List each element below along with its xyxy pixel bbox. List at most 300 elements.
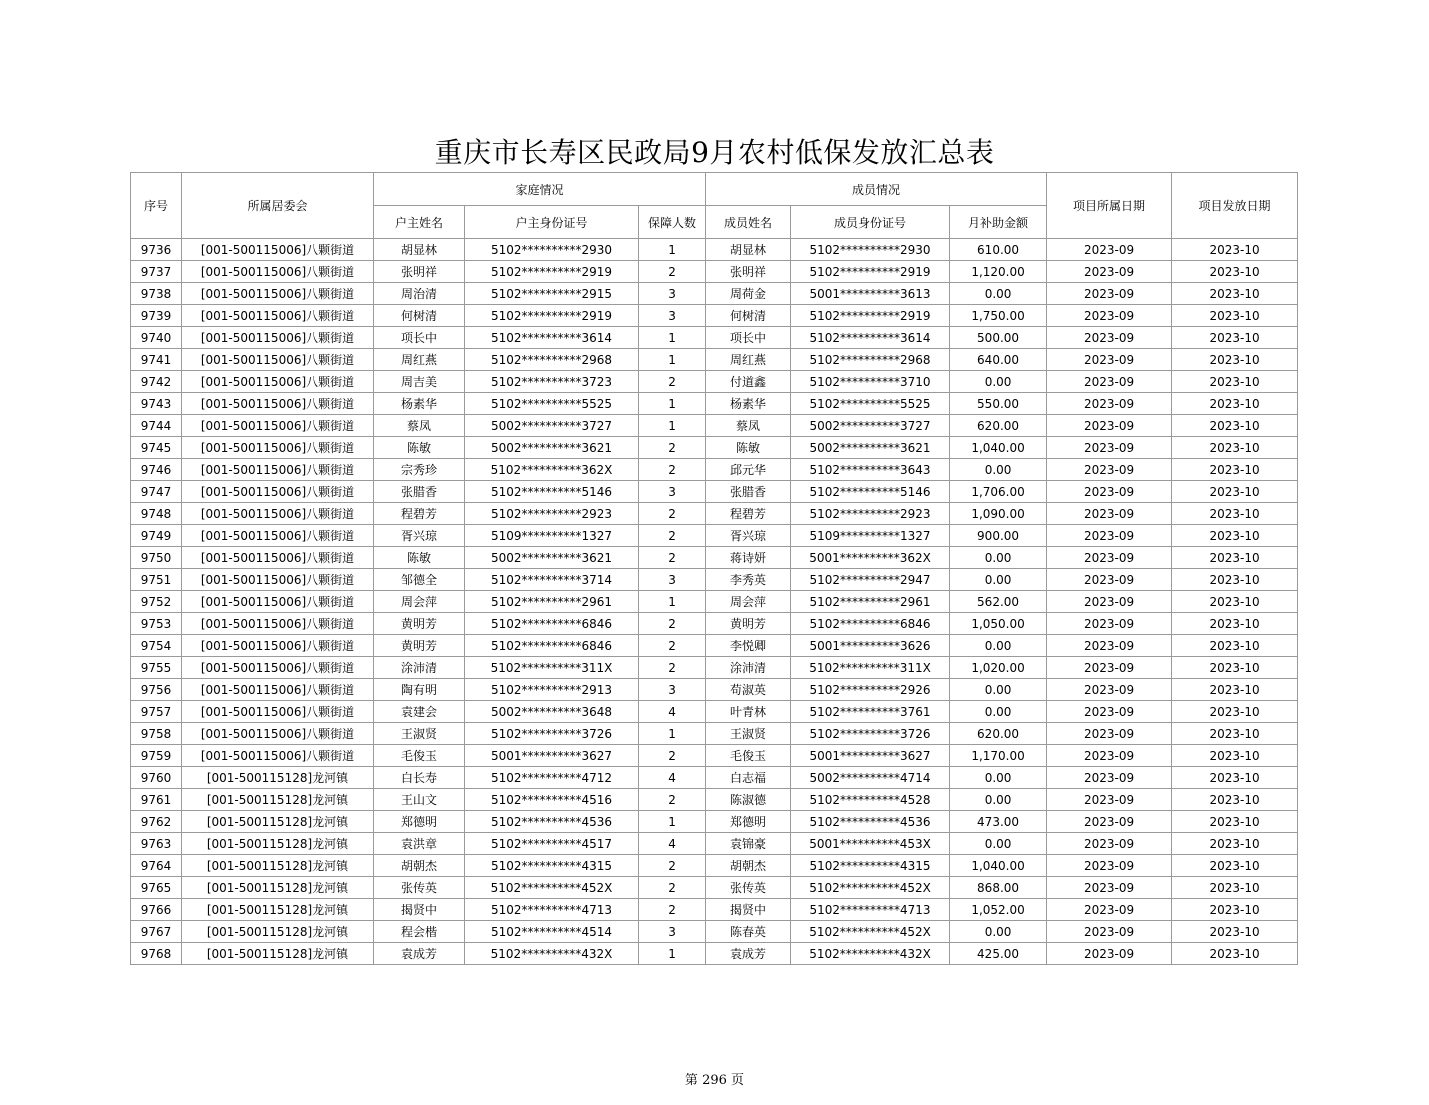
cell-member-id: 5102**********3643 <box>791 459 950 481</box>
cell-seq: 9761 <box>131 789 182 811</box>
cell-seq: 9754 <box>131 635 182 657</box>
cell-seq: 9758 <box>131 723 182 745</box>
table-row <box>131 459 1298 481</box>
cell-head-name: 陶有明 <box>374 679 465 701</box>
cell-head-id: 5102**********2919 <box>465 261 639 283</box>
cell-head-name: 周吉美 <box>374 371 465 393</box>
cell-covered-count: 4 <box>639 833 706 855</box>
cell-monthly-amount: 1,040.00 <box>950 437 1047 459</box>
cell-covered-count: 4 <box>639 701 706 723</box>
cell-release-date: 2023-10 <box>1172 437 1298 459</box>
table-row <box>131 811 1298 833</box>
cell-member-id: 5102**********3710 <box>791 371 950 393</box>
cell-member-id: 5102**********4536 <box>791 811 950 833</box>
table-row <box>131 481 1298 503</box>
cell-monthly-amount: 0.00 <box>950 459 1047 481</box>
cell-member-name: 叶青林 <box>706 701 791 723</box>
cell-head-id: 5102**********2968 <box>465 349 639 371</box>
cell-seq: 9755 <box>131 657 182 679</box>
cell-monthly-amount: 0.00 <box>950 283 1047 305</box>
cell-seq: 9762 <box>131 811 182 833</box>
cell-head-id: 5102**********2961 <box>465 591 639 613</box>
cell-head-name: 涂沛清 <box>374 657 465 679</box>
cell-committee: [001-500115006]八颗街道 <box>182 283 374 305</box>
cell-monthly-amount: 0.00 <box>950 833 1047 855</box>
page-number: 296 <box>702 1073 727 1088</box>
cell-monthly-amount: 550.00 <box>950 393 1047 415</box>
cell-monthly-amount: 0.00 <box>950 569 1047 591</box>
table-row <box>131 283 1298 305</box>
cell-member-name: 蔡凤 <box>706 415 791 437</box>
cell-covered-count: 2 <box>639 525 706 547</box>
cell-member-id: 5102**********4713 <box>791 899 950 921</box>
cell-head-id: 5102**********5146 <box>465 481 639 503</box>
cell-committee: [001-500115006]八颗街道 <box>182 745 374 767</box>
cell-covered-count: 1 <box>639 349 706 371</box>
cell-release-date: 2023-10 <box>1172 481 1298 503</box>
cell-monthly-amount: 0.00 <box>950 921 1047 943</box>
cell-head-id: 5002**********3621 <box>465 437 639 459</box>
cell-member-name: 张腊香 <box>706 481 791 503</box>
table-container <box>130 172 1298 965</box>
cell-head-id: 5102**********4536 <box>465 811 639 833</box>
cell-covered-count: 1 <box>639 943 706 965</box>
cell-member-id: 5102**********2926 <box>791 679 950 701</box>
cell-monthly-amount: 620.00 <box>950 723 1047 745</box>
cell-covered-count: 2 <box>639 459 706 481</box>
header-family-group: 家庭情况 <box>374 173 706 206</box>
cell-member-id: 5102**********4315 <box>791 855 950 877</box>
cell-member-id: 5102**********2961 <box>791 591 950 613</box>
table-row <box>131 569 1298 591</box>
cell-seq: 9753 <box>131 613 182 635</box>
cell-member-id: 5102**********3726 <box>791 723 950 745</box>
cell-covered-count: 2 <box>639 547 706 569</box>
cell-seq: 9741 <box>131 349 182 371</box>
cell-member-id: 5001**********453X <box>791 833 950 855</box>
cell-member-id: 5002**********3621 <box>791 437 950 459</box>
cell-release-date: 2023-10 <box>1172 327 1298 349</box>
cell-head-name: 毛俊玉 <box>374 745 465 767</box>
cell-head-id: 5102**********311X <box>465 657 639 679</box>
table-row <box>131 525 1298 547</box>
cell-covered-count: 2 <box>639 789 706 811</box>
cell-release-date: 2023-10 <box>1172 899 1298 921</box>
cell-project-date: 2023-09 <box>1047 525 1172 547</box>
table-row <box>131 437 1298 459</box>
cell-member-name: 张明祥 <box>706 261 791 283</box>
cell-committee: [001-500115128]龙河镇 <box>182 811 374 833</box>
cell-head-name: 蔡凤 <box>374 415 465 437</box>
cell-head-name: 胡朝杰 <box>374 855 465 877</box>
cell-covered-count: 3 <box>639 679 706 701</box>
cell-member-name: 李秀英 <box>706 569 791 591</box>
cell-monthly-amount: 0.00 <box>950 371 1047 393</box>
cell-release-date: 2023-10 <box>1172 525 1298 547</box>
cell-project-date: 2023-09 <box>1047 481 1172 503</box>
cell-seq: 9743 <box>131 393 182 415</box>
cell-member-name: 胡显林 <box>706 239 791 261</box>
table-row <box>131 789 1298 811</box>
page-number-prefix: 第 <box>684 1073 698 1088</box>
cell-monthly-amount: 1,020.00 <box>950 657 1047 679</box>
cell-release-date: 2023-10 <box>1172 723 1298 745</box>
cell-covered-count: 3 <box>639 921 706 943</box>
cell-member-id: 5001**********362X <box>791 547 950 569</box>
table-row <box>131 591 1298 613</box>
cell-member-id: 5001**********3626 <box>791 635 950 657</box>
cell-monthly-amount: 1,040.00 <box>950 855 1047 877</box>
cell-project-date: 2023-09 <box>1047 679 1172 701</box>
cell-seq: 9757 <box>131 701 182 723</box>
header-head-name: 户主姓名 <box>374 206 465 239</box>
table-row <box>131 327 1298 349</box>
cell-committee: [001-500115128]龙河镇 <box>182 767 374 789</box>
cell-covered-count: 3 <box>639 569 706 591</box>
cell-release-date: 2023-10 <box>1172 657 1298 679</box>
cell-head-name: 何树清 <box>374 305 465 327</box>
cell-head-name: 张明祥 <box>374 261 465 283</box>
cell-release-date: 2023-10 <box>1172 811 1298 833</box>
table-row <box>131 657 1298 679</box>
cell-covered-count: 3 <box>639 305 706 327</box>
cell-release-date: 2023-10 <box>1172 701 1298 723</box>
cell-head-id: 5109**********1327 <box>465 525 639 547</box>
cell-member-id: 5102**********5146 <box>791 481 950 503</box>
cell-release-date: 2023-10 <box>1172 877 1298 899</box>
cell-project-date: 2023-09 <box>1047 921 1172 943</box>
cell-seq: 9740 <box>131 327 182 349</box>
cell-member-id: 5102**********432X <box>791 943 950 965</box>
cell-seq: 9749 <box>131 525 182 547</box>
table-row <box>131 305 1298 327</box>
cell-covered-count: 2 <box>639 899 706 921</box>
cell-release-date: 2023-10 <box>1172 635 1298 657</box>
cell-seq: 9747 <box>131 481 182 503</box>
cell-member-name: 何树清 <box>706 305 791 327</box>
cell-head-name: 张传英 <box>374 877 465 899</box>
cell-member-name: 蒋诗妍 <box>706 547 791 569</box>
cell-release-date: 2023-10 <box>1172 415 1298 437</box>
table-row <box>131 833 1298 855</box>
cell-head-name: 陈敏 <box>374 437 465 459</box>
cell-committee: [001-500115006]八颗街道 <box>182 591 374 613</box>
cell-committee: [001-500115006]八颗街道 <box>182 305 374 327</box>
cell-head-id: 5102**********3714 <box>465 569 639 591</box>
cell-seq: 9751 <box>131 569 182 591</box>
cell-head-id: 5102**********432X <box>465 943 639 965</box>
cell-project-date: 2023-09 <box>1047 393 1172 415</box>
header-monthly-amount: 月补助金额 <box>950 206 1047 239</box>
cell-committee: [001-500115006]八颗街道 <box>182 371 374 393</box>
cell-monthly-amount: 473.00 <box>950 811 1047 833</box>
cell-project-date: 2023-09 <box>1047 591 1172 613</box>
table-row <box>131 877 1298 899</box>
cell-member-name: 胥兴琼 <box>706 525 791 547</box>
cell-covered-count: 1 <box>639 327 706 349</box>
cell-member-id: 5102**********3614 <box>791 327 950 349</box>
cell-committee: [001-500115006]八颗街道 <box>182 459 374 481</box>
cell-head-id: 5001**********3627 <box>465 745 639 767</box>
cell-covered-count: 2 <box>639 855 706 877</box>
cell-member-name: 李悦卿 <box>706 635 791 657</box>
cell-monthly-amount: 0.00 <box>950 701 1047 723</box>
cell-member-name: 陈淑德 <box>706 789 791 811</box>
cell-member-id: 5102**********452X <box>791 877 950 899</box>
cell-head-name: 黄明芳 <box>374 635 465 657</box>
cell-project-date: 2023-09 <box>1047 569 1172 591</box>
cell-head-id: 5102**********4516 <box>465 789 639 811</box>
cell-head-id: 5102**********452X <box>465 877 639 899</box>
table-row <box>131 899 1298 921</box>
cell-release-date: 2023-10 <box>1172 547 1298 569</box>
cell-head-name: 袁建会 <box>374 701 465 723</box>
cell-head-id: 5102**********5525 <box>465 393 639 415</box>
cell-project-date: 2023-09 <box>1047 833 1172 855</box>
cell-seq: 9750 <box>131 547 182 569</box>
cell-project-date: 2023-09 <box>1047 899 1172 921</box>
cell-member-name: 陈敏 <box>706 437 791 459</box>
cell-head-id: 5102**********6846 <box>465 613 639 635</box>
cell-committee: [001-500115006]八颗街道 <box>182 569 374 591</box>
cell-committee: [001-500115006]八颗街道 <box>182 547 374 569</box>
cell-member-id: 5102**********2930 <box>791 239 950 261</box>
cell-head-name: 项长中 <box>374 327 465 349</box>
cell-member-id: 5102**********5525 <box>791 393 950 415</box>
cell-committee: [001-500115006]八颗街道 <box>182 481 374 503</box>
cell-covered-count: 1 <box>639 811 706 833</box>
cell-head-name: 宗秀珍 <box>374 459 465 481</box>
cell-member-id: 5001**********3627 <box>791 745 950 767</box>
cell-release-date: 2023-10 <box>1172 855 1298 877</box>
cell-project-date: 2023-09 <box>1047 547 1172 569</box>
cell-head-id: 5102**********4315 <box>465 855 639 877</box>
header-member-id: 成员身份证号 <box>791 206 950 239</box>
table-row <box>131 855 1298 877</box>
cell-head-name: 揭贤中 <box>374 899 465 921</box>
cell-head-id: 5102**********2915 <box>465 283 639 305</box>
cell-member-id: 5001**********3613 <box>791 283 950 305</box>
cell-head-name: 胥兴琼 <box>374 525 465 547</box>
cell-seq: 9759 <box>131 745 182 767</box>
cell-head-name: 郑德明 <box>374 811 465 833</box>
cell-monthly-amount: 868.00 <box>950 877 1047 899</box>
header-committee: 所属居委会 <box>182 173 374 239</box>
page-title: 重庆市长寿区民政局9月农村低保发放汇总表 <box>434 136 995 169</box>
cell-monthly-amount: 425.00 <box>950 943 1047 965</box>
cell-committee: [001-500115128]龙河镇 <box>182 877 374 899</box>
cell-project-date: 2023-09 <box>1047 305 1172 327</box>
cell-head-name: 周治清 <box>374 283 465 305</box>
cell-project-date: 2023-09 <box>1047 437 1172 459</box>
cell-project-date: 2023-09 <box>1047 855 1172 877</box>
header-row-top <box>131 173 1298 206</box>
cell-committee: [001-500115006]八颗街道 <box>182 503 374 525</box>
cell-project-date: 2023-09 <box>1047 811 1172 833</box>
cell-head-name: 周会萍 <box>374 591 465 613</box>
cell-head-name: 胡显林 <box>374 239 465 261</box>
cell-member-name: 杨素华 <box>706 393 791 415</box>
cell-release-date: 2023-10 <box>1172 305 1298 327</box>
cell-member-name: 张传英 <box>706 877 791 899</box>
cell-head-id: 5102**********3614 <box>465 327 639 349</box>
cell-covered-count: 3 <box>639 283 706 305</box>
cell-covered-count: 1 <box>639 723 706 745</box>
cell-head-name: 程碧芳 <box>374 503 465 525</box>
cell-head-name: 邹德全 <box>374 569 465 591</box>
cell-release-date: 2023-10 <box>1172 767 1298 789</box>
cell-member-name: 邱元华 <box>706 459 791 481</box>
cell-committee: [001-500115128]龙河镇 <box>182 899 374 921</box>
cell-covered-count: 2 <box>639 745 706 767</box>
cell-seq: 9737 <box>131 261 182 283</box>
header-seq: 序号 <box>131 173 182 239</box>
header-release-date: 项目发放日期 <box>1172 173 1298 239</box>
cell-committee: [001-500115006]八颗街道 <box>182 613 374 635</box>
cell-project-date: 2023-09 <box>1047 349 1172 371</box>
cell-project-date: 2023-09 <box>1047 657 1172 679</box>
table-row <box>131 723 1298 745</box>
table-row <box>131 261 1298 283</box>
table-row <box>131 767 1298 789</box>
cell-covered-count: 1 <box>639 239 706 261</box>
cell-release-date: 2023-10 <box>1172 745 1298 767</box>
cell-seq: 9742 <box>131 371 182 393</box>
cell-project-date: 2023-09 <box>1047 723 1172 745</box>
table-row <box>131 943 1298 965</box>
cell-release-date: 2023-10 <box>1172 943 1298 965</box>
cell-member-name: 陈春英 <box>706 921 791 943</box>
cell-committee: [001-500115006]八颗街道 <box>182 723 374 745</box>
cell-monthly-amount: 0.00 <box>950 767 1047 789</box>
cell-monthly-amount: 562.00 <box>950 591 1047 613</box>
cell-release-date: 2023-10 <box>1172 459 1298 481</box>
cell-covered-count: 2 <box>639 437 706 459</box>
cell-project-date: 2023-09 <box>1047 745 1172 767</box>
cell-monthly-amount: 1,706.00 <box>950 481 1047 503</box>
cell-release-date: 2023-10 <box>1172 679 1298 701</box>
cell-member-id: 5002**********4714 <box>791 767 950 789</box>
cell-head-name: 王淑贤 <box>374 723 465 745</box>
cell-head-id: 5102**********3726 <box>465 723 639 745</box>
cell-project-date: 2023-09 <box>1047 613 1172 635</box>
table-body <box>131 239 1298 965</box>
cell-release-date: 2023-10 <box>1172 283 1298 305</box>
cell-committee: [001-500115006]八颗街道 <box>182 393 374 415</box>
cell-head-id: 5102**********4713 <box>465 899 639 921</box>
cell-monthly-amount: 620.00 <box>950 415 1047 437</box>
cell-project-date: 2023-09 <box>1047 261 1172 283</box>
header-covered-count: 保障人数 <box>639 206 706 239</box>
cell-seq: 9760 <box>131 767 182 789</box>
cell-project-date: 2023-09 <box>1047 943 1172 965</box>
cell-member-name: 周荷金 <box>706 283 791 305</box>
cell-covered-count: 1 <box>639 393 706 415</box>
cell-head-id: 5102**********2913 <box>465 679 639 701</box>
header-member-name: 成员姓名 <box>706 206 791 239</box>
cell-project-date: 2023-09 <box>1047 459 1172 481</box>
cell-member-name: 涂沛清 <box>706 657 791 679</box>
cell-head-name: 程会楷 <box>374 921 465 943</box>
table-row <box>131 921 1298 943</box>
table-row <box>131 503 1298 525</box>
cell-committee: [001-500115128]龙河镇 <box>182 943 374 965</box>
cell-committee: [001-500115006]八颗街道 <box>182 679 374 701</box>
cell-member-name: 袁成芳 <box>706 943 791 965</box>
cell-member-name: 黄明芳 <box>706 613 791 635</box>
table-row <box>131 701 1298 723</box>
table-row <box>131 679 1298 701</box>
cell-head-id: 5102**********4712 <box>465 767 639 789</box>
table-row <box>131 239 1298 261</box>
header-project-date: 项目所属日期 <box>1047 173 1172 239</box>
cell-committee: [001-500115128]龙河镇 <box>182 921 374 943</box>
cell-release-date: 2023-10 <box>1172 239 1298 261</box>
cell-member-name: 袁锦豪 <box>706 833 791 855</box>
cell-head-name: 袁成芳 <box>374 943 465 965</box>
cell-covered-count: 2 <box>639 503 706 525</box>
cell-covered-count: 2 <box>639 613 706 635</box>
cell-member-name: 王淑贤 <box>706 723 791 745</box>
table-row <box>131 635 1298 657</box>
cell-committee: [001-500115128]龙河镇 <box>182 789 374 811</box>
cell-head-name: 袁洪章 <box>374 833 465 855</box>
cell-committee: [001-500115006]八颗街道 <box>182 437 374 459</box>
cell-head-id: 5102**********2923 <box>465 503 639 525</box>
cell-member-name: 程碧芳 <box>706 503 791 525</box>
cell-head-id: 5102**********362X <box>465 459 639 481</box>
cell-monthly-amount: 0.00 <box>950 679 1047 701</box>
relief-summary-table <box>130 172 1298 965</box>
cell-head-id: 5102**********3723 <box>465 371 639 393</box>
cell-committee: [001-500115128]龙河镇 <box>182 855 374 877</box>
table-row <box>131 393 1298 415</box>
cell-seq: 9744 <box>131 415 182 437</box>
cell-seq: 9756 <box>131 679 182 701</box>
table-row <box>131 371 1298 393</box>
cell-release-date: 2023-10 <box>1172 789 1298 811</box>
cell-committee: [001-500115006]八颗街道 <box>182 657 374 679</box>
cell-member-name: 白志福 <box>706 767 791 789</box>
cell-member-id: 5102**********2919 <box>791 261 950 283</box>
cell-monthly-amount: 1,090.00 <box>950 503 1047 525</box>
cell-release-date: 2023-10 <box>1172 921 1298 943</box>
cell-head-id: 5002**********3621 <box>465 547 639 569</box>
header-member-group: 成员情况 <box>706 173 1047 206</box>
cell-covered-count: 4 <box>639 767 706 789</box>
cell-committee: [001-500115006]八颗街道 <box>182 635 374 657</box>
cell-head-id: 5002**********3648 <box>465 701 639 723</box>
cell-head-id: 5002**********3727 <box>465 415 639 437</box>
cell-seq: 9745 <box>131 437 182 459</box>
cell-monthly-amount: 500.00 <box>950 327 1047 349</box>
cell-head-id: 5102**********4514 <box>465 921 639 943</box>
table-header <box>131 173 1298 239</box>
page-footer <box>0 1069 1429 1088</box>
cell-release-date: 2023-10 <box>1172 833 1298 855</box>
cell-head-name: 黄明芳 <box>374 613 465 635</box>
cell-project-date: 2023-09 <box>1047 635 1172 657</box>
cell-monthly-amount: 900.00 <box>950 525 1047 547</box>
table-row <box>131 547 1298 569</box>
cell-monthly-amount: 0.00 <box>950 789 1047 811</box>
cell-member-name: 郑德明 <box>706 811 791 833</box>
cell-seq: 9768 <box>131 943 182 965</box>
cell-project-date: 2023-09 <box>1047 327 1172 349</box>
cell-committee: [001-500115128]龙河镇 <box>182 833 374 855</box>
cell-member-name: 项长中 <box>706 327 791 349</box>
cell-seq: 9752 <box>131 591 182 613</box>
